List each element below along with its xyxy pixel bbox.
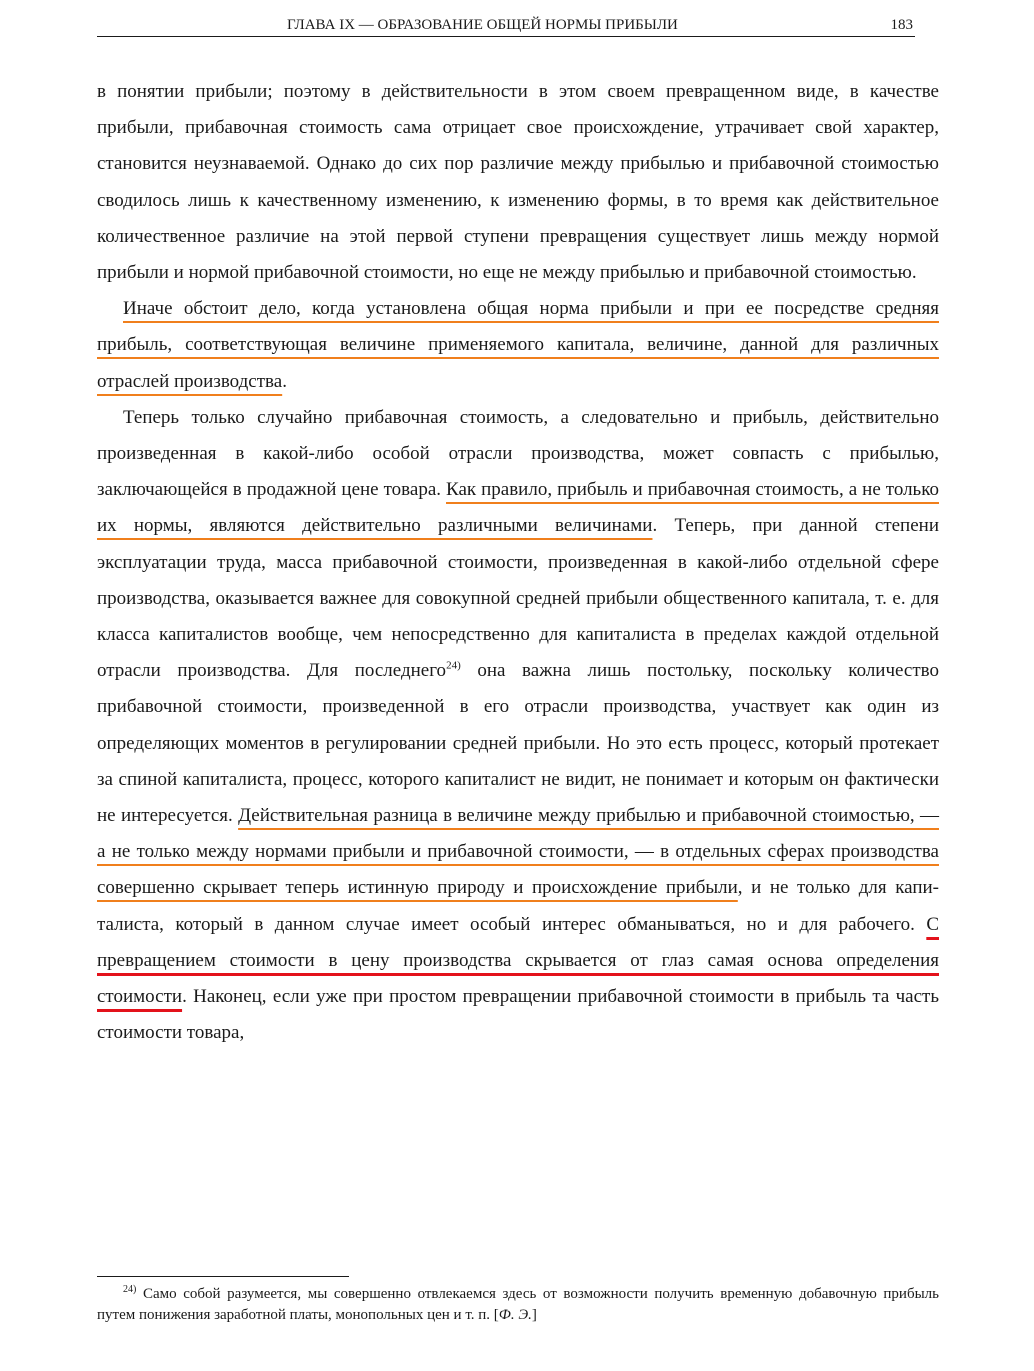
chapter-title: ГЛАВА IX — ОБРАЗОВАНИЕ ОБЩЕЙ НОРМЫ ПРИБЫЛИ <box>287 17 678 33</box>
text-run: она важна лишь постольку, поскольку количество прибавочной стоимости, произведенной в его отрасли производства, участвует как один из определяющих моментов в регулировании средней прибыли. Но это есть процесс, который протекает за спиной капиталиста, процесс, которого капиталист не видит, не понимает и которым он фактически не интересуется. <box>97 660 940 827</box>
text-run: Теперь только случайно прибавочная стоимость, а следовательно и прибыль, действительно произведенная в какой-либо особой отрасли производства, может совпасть с прибылью, заключающейся в продажной цене товара. <box>97 406 939 501</box>
body-text <box>97 74 939 1051</box>
text-run: , и не только для капиталиста, который в данном случае имеет особый интерес обманываться, но и для рабочего. <box>97 877 939 935</box>
text-run: . Теперь, при данной степени эксплуатации труда, масса прибавочной стоимости, произведенная в какой-либо отдельной сфере производства, оказывается важнее для совокупной средней прибыли общественного капитала, т. е. для класса капиталистов вообще, чем непосредственно для капиталиста в пределах каждой отдельной отрасли производства. Для последнего <box>97 515 939 682</box>
text-run: . <box>282 370 287 392</box>
footnote-end: ] <box>531 1307 537 1323</box>
highlight-orange-2: Как правило, прибыль и прибавочная стоимость, а не только их нормы, являются действительно различными величинами <box>97 479 939 537</box>
running-header <box>97 14 915 37</box>
paragraph-3 <box>97 400 939 1052</box>
footnote <box>97 1284 939 1326</box>
paragraph-2 <box>97 291 939 400</box>
highlight-red-1: С превращением стоимости в цену производства скрывается от глаз самая основа определения стоимости <box>97 913 939 1008</box>
page-number: 183 <box>890 17 913 33</box>
footnote-editor: Ф. Э. <box>498 1307 532 1323</box>
text-run: . Наконец, если уже при простом превращении прибавочной стоимости в прибыль та часть стоимости товара, <box>97 986 939 1044</box>
highlight-orange-1: Иначе обстоит дело, когда установлена общая норма прибыли и при ее посредстве средняя прибыль, соответствующая величине применяемого капитала, величине, данной для различных отраслей производства <box>97 298 939 392</box>
footnote-marker: 24) <box>123 1284 137 1295</box>
footnote-text: Само собой разумеется, мы совершенно отвлекаемся здесь от возможности получить временную добавочную прибыль путем понижения заработной платы, монопольных цен и т. п. [ <box>97 1286 939 1323</box>
highlight-orange-3: Действительная разница в величине между прибылью и прибавочной стоимостью, — а не только между нормами прибыли и прибавочной стоимости, — в отдельных сферах производства совершенно скрывает теперь истинную природу и происхождение прибыли <box>97 805 939 899</box>
paragraph-1: в понятии прибыли; поэтому в действительности в этом своем превращенном виде, в качестве прибыли, прибавочная стоимость сама отрицает свое происхождение, утрачивает свой характер, становится неузнаваемой. Однако до сих пор различие между прибылью и прибавочной стоимостью сводилось лишь к качественному изменению, к изменению формы, в то время как действительное количественное различие на этой первой ступени превращения существует лишь между нормой прибыли и нормой прибавочной стоимости, но еще не между прибылью и прибавочной стоимостью. <box>97 81 939 284</box>
footnote-divider <box>97 1276 349 1277</box>
footnote-ref[interactable]: 24) <box>446 659 461 672</box>
